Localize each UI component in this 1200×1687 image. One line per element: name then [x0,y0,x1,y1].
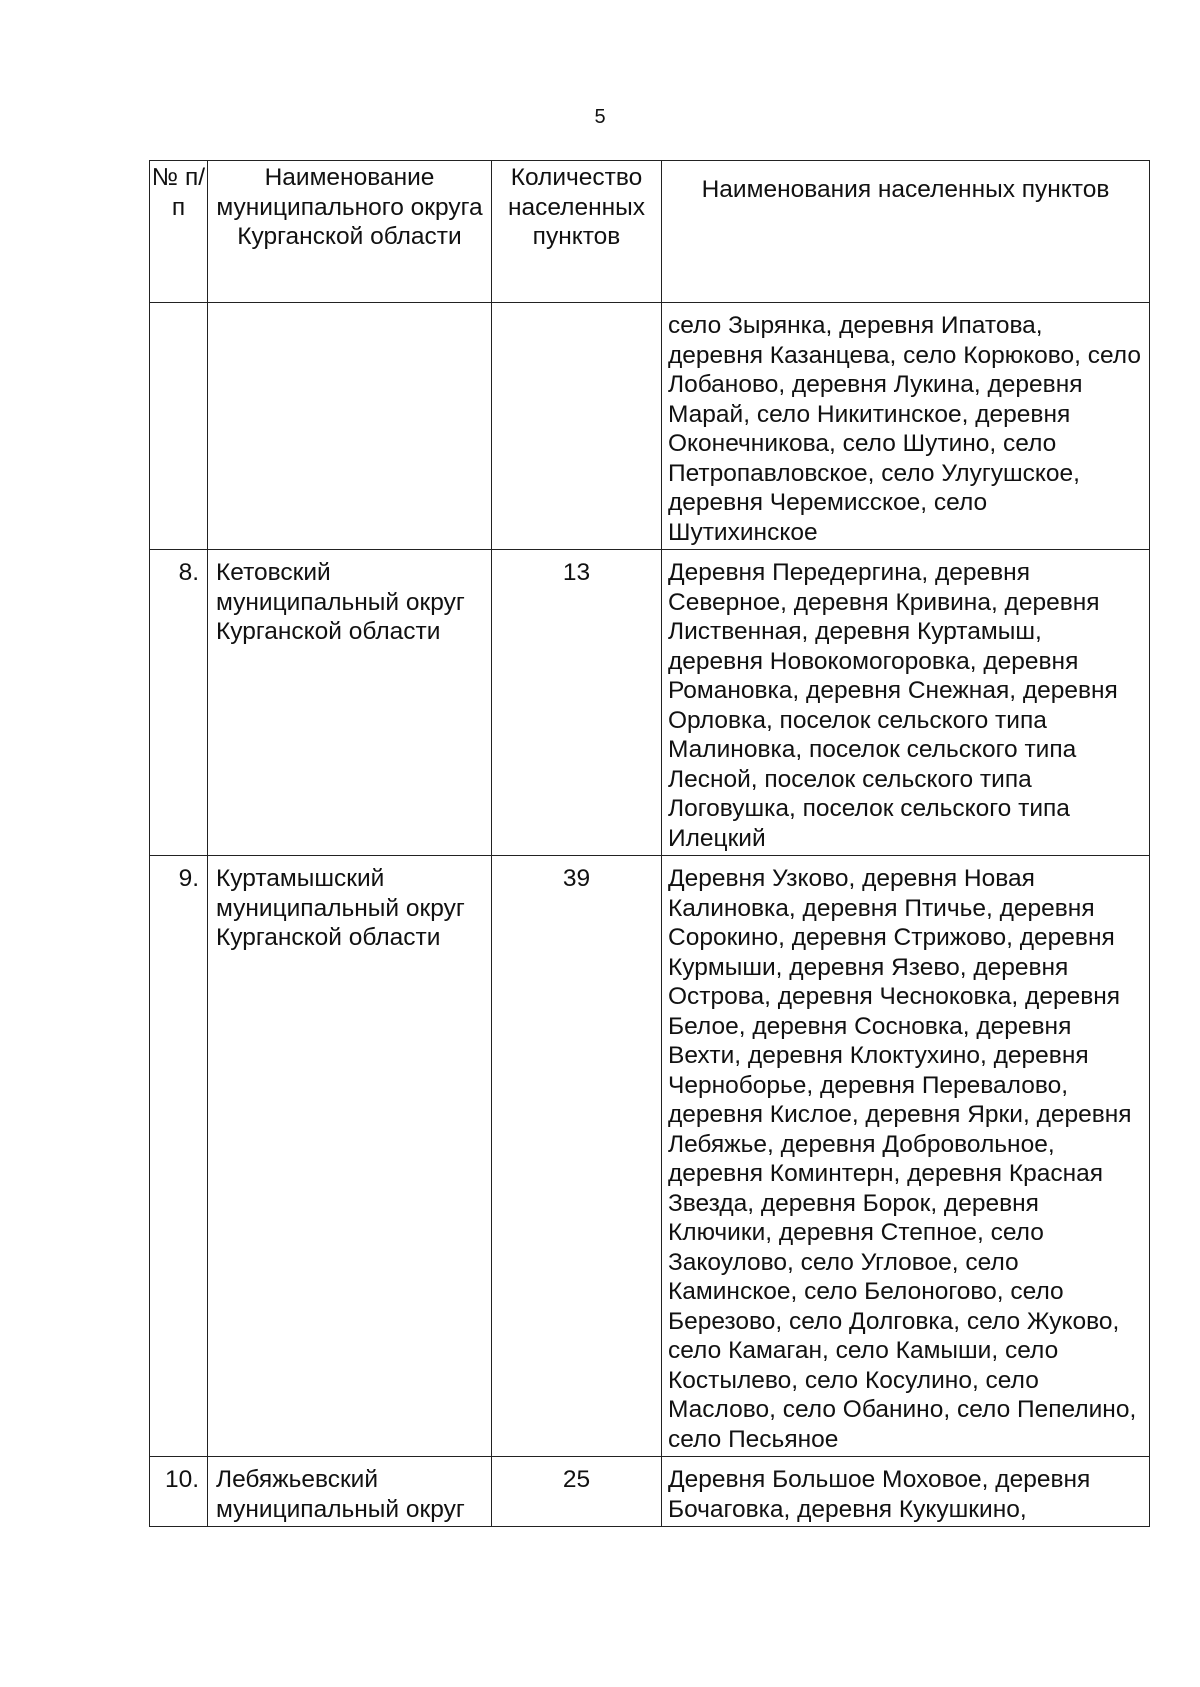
header-number: № п/п [150,161,208,303]
row-district: Куртамышский муниципальный округ Курганской области [208,856,492,1457]
row-count: 39 [492,856,662,1457]
row-district: Лебяжьевский муниципальный округ [208,1457,492,1527]
row-places: село Зырянка, деревня Ипатова, деревня Казанцева, село Корюково, село Лобаново, деревня Лукина, деревня Марай, село Никитинское, деревня Оконечникова, село Шутино, село Петропавловское, село Улугушское, деревня Черемисское, село Шутихинское [662,303,1150,550]
row-count [492,303,662,550]
row-places: Деревня Узково, деревня Новая Калиновка, деревня Птичье, деревня Сорокино, деревня Стрижово, деревня Курмыши, деревня Язево, деревня Острова, деревня Чесноковка, деревня Белое, деревня Сосновка, деревня Вехти, деревня Клоктухино, деревня Черноборье, деревня Перевалово, деревня Кислое, деревня Ярки, деревня Лебяжье, деревня Добровольное, деревня Коминтерн, деревня Красная Звезда, деревня Борок, деревня Ключики, деревня Степное, село Закоулово, село Угловое, село Каминское, село Белоногово, село Березово, село Долговка, село Жуково, село Камаган, село Камыши, село Костылево, село Косулино, село Маслово, село Обанино, село Пепелино, село Песьяное [662,856,1150,1457]
table-row [150,856,1150,1457]
row-places: Деревня Большое Моховое, деревня Бочаговка, деревня Кукушкино, [662,1457,1150,1527]
row-number [150,303,208,550]
table-header-row [150,161,1150,303]
row-number: 9. [150,856,208,1457]
header-count: Количество населенных пунктов [492,161,662,303]
page-number: 5 [594,106,606,128]
row-count: 13 [492,550,662,856]
header-places: Наименования населенных пунктов [662,161,1150,303]
row-district: Кетовский муниципальный округ Курганской области [208,550,492,856]
row-number: 10. [150,1457,208,1527]
header-district: Наименование муниципального округа Курганской области [208,161,492,303]
settlements-table [149,160,1150,1527]
table-row [150,1457,1150,1527]
table-row [150,303,1150,550]
row-district [208,303,492,550]
row-count: 25 [492,1457,662,1527]
row-places: Деревня Передергина, деревня Северное, деревня Кривина, деревня Лиственная, деревня Куртамыш, деревня Новокомогоровка, деревня Романовка, деревня Снежная, деревня Орловка, поселок сельского типа Малиновка, поселок сельского типа Лесной, поселок сельского типа Логовушка, поселок сельского типа Илецкий [662,550,1150,856]
row-number: 8. [150,550,208,856]
table-row [150,550,1150,856]
